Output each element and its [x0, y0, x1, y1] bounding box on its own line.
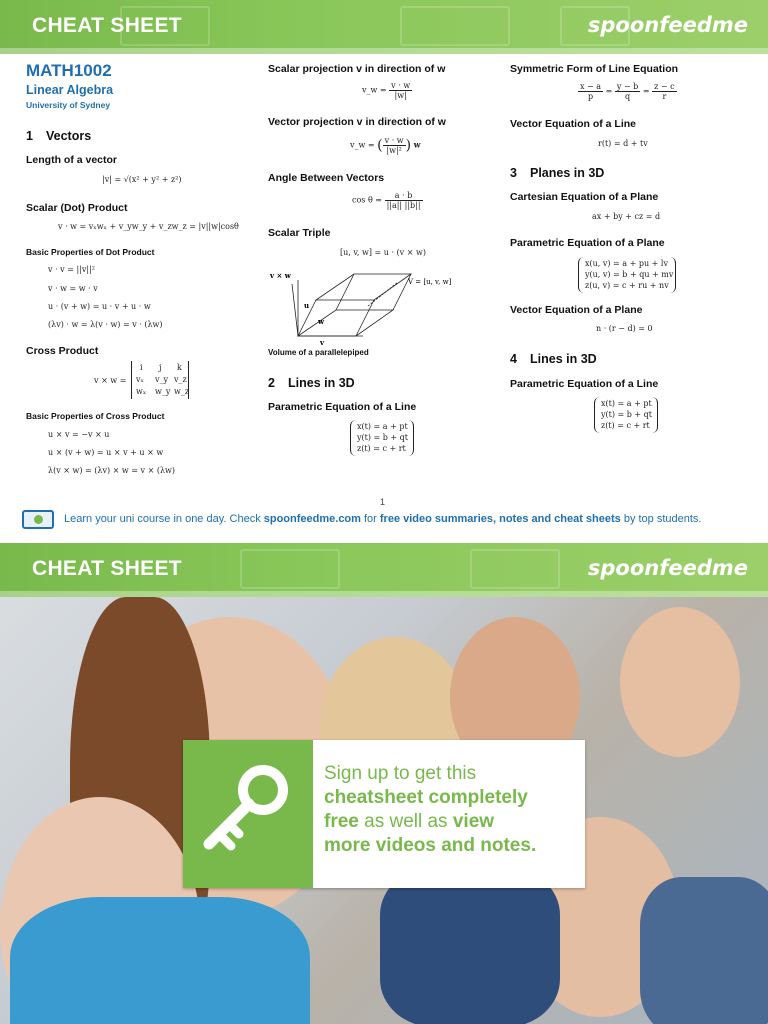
angle-equation: [352, 191, 423, 210]
banner-decoration: [240, 549, 340, 589]
scalar-projection-title: Scalar projection v in direction of w: [268, 63, 446, 75]
key-icon: [183, 740, 313, 888]
system-row: y(t) = b + qt: [601, 410, 653, 419]
cross-properties-title: Basic Properties of Cross Product: [26, 411, 165, 421]
dot-property: v · w = w · v: [48, 284, 98, 293]
matrix-cell: wₓ: [136, 387, 147, 396]
param-line-system: [350, 420, 414, 456]
section-title: Planes in 3D: [530, 166, 605, 180]
scalar-triple-title: Scalar Triple: [268, 227, 331, 239]
fraction: [578, 82, 603, 101]
cta-line: as well as: [358, 811, 453, 832]
footer-text-part: for: [360, 513, 380, 525]
course-name: Linear Algebra: [26, 83, 114, 97]
footer-text-part: Learn your uni course in one day. Check: [64, 513, 264, 525]
fraction: [615, 82, 640, 101]
cta-line: cheatsheet completely: [324, 787, 528, 808]
denominator: |w|: [394, 91, 407, 100]
vector-plane-title: Vector Equation of a Plane: [510, 304, 643, 316]
video-icon: [22, 510, 54, 529]
photo-shirt: [640, 877, 768, 1024]
section-title: Vectors: [46, 129, 92, 143]
dot-property: v · v = ||v||²: [48, 265, 95, 274]
matrix-cell: i: [140, 363, 143, 372]
cta-line: Sign up to get this: [324, 763, 477, 784]
numerator: y − b: [616, 82, 639, 91]
cartesian-plane-equation: ax + by + cz = d: [592, 212, 661, 221]
matrix-cell: v_y: [155, 375, 169, 384]
matrix-cell: w_y: [155, 387, 171, 396]
figure-label: v × w: [270, 271, 291, 280]
footer-highlight: free video summaries, notes and cheat sheets: [379, 513, 621, 525]
university-name: University of Sydney: [26, 100, 111, 110]
eq-lhs: cos θ =: [352, 195, 383, 205]
numerator: z − c: [654, 82, 675, 91]
dot-properties-title: Basic Properties of Dot Product: [26, 247, 155, 257]
denominator: q: [625, 92, 631, 101]
numerator: x − a: [580, 82, 602, 91]
scalar-projection-equation: [362, 81, 412, 100]
system-row: x(t) = a + pt: [601, 399, 652, 408]
brand-logo[interactable]: spoonfeedme: [587, 556, 748, 580]
figure-label: V = [u, v, w]: [408, 278, 452, 286]
photo-hand: [620, 607, 740, 757]
length-equation: |v| = √(x² + y² + z²): [102, 175, 182, 184]
footer-site-link[interactable]: spoonfeedme.com: [263, 513, 361, 525]
system-row: z(t) = c + rt: [601, 421, 650, 430]
symmetric-form-equation: $\frac{x - a}{p}$ = $\frac{y - b}{q}$ = $\frac{z - c}{r}$: [580, 82, 675, 101]
axis-u: [292, 284, 298, 336]
eq-lhs: v_w =: [350, 140, 375, 150]
matrix-cell: k: [177, 363, 182, 372]
numerator: v · w: [384, 136, 404, 145]
figure-caption: Volume of a parallelepiped: [268, 348, 369, 357]
footer-promo: [64, 513, 701, 525]
system-row: y(t) = b + qt: [357, 433, 409, 442]
cartesian-plane-title: Cartesian Equation of a Plane: [510, 191, 659, 203]
section-heading-vectors: [26, 129, 91, 143]
photo-shirt: [10, 897, 310, 1024]
cta-emphasis: free: [324, 811, 359, 832]
param-plane-title: Parametric Equation of a Plane: [510, 237, 665, 249]
angle-between-title: Angle Between Vectors: [268, 172, 385, 184]
fraction: [652, 82, 676, 101]
section-number: 2: [268, 376, 275, 390]
section-number: 4: [510, 352, 517, 366]
brand-logo[interactable]: spoonfeedme: [587, 13, 748, 37]
section-heading-lines-4: [510, 352, 597, 366]
param-line-title: Parametric Equation of a Line: [268, 401, 417, 413]
header-banner-2: [0, 543, 768, 597]
figure-label: v: [320, 338, 325, 346]
section-heading-lines: [268, 376, 355, 390]
page-number: 1: [380, 497, 386, 507]
figure-label: u: [304, 301, 310, 310]
eq-lhs: v_w =: [362, 85, 387, 95]
dot-property: u · (v + w) = u · v + u · w: [48, 302, 151, 311]
section-number: 3: [510, 166, 517, 180]
eq-rhs: w: [413, 139, 421, 150]
denominator: p: [587, 92, 594, 101]
footer-text-part: by top students.: [620, 513, 702, 525]
cross-property: λ(v × w) = (λv) × w = v × (λw): [48, 466, 175, 475]
cross-product-title: Cross Product: [26, 345, 99, 357]
length-title: Length of a vector: [26, 154, 118, 166]
vector-line-equation: r(t) = d + tv: [598, 139, 648, 148]
section-heading-planes: [510, 166, 604, 180]
vector-projection-title: Vector projection v in direction of w: [268, 116, 446, 128]
cta-emphasis: view: [452, 811, 495, 832]
param-plane-system: [578, 257, 676, 293]
header-banner: [0, 0, 768, 54]
cross-property: u × v = −v × u: [48, 430, 110, 439]
banner-title: CHEAT SHEET: [32, 557, 182, 580]
course-code: MATH1002: [26, 61, 112, 80]
system-row: x(t) = a + pt: [357, 422, 408, 431]
symmetric-form-title: Symmetric Form of Line Equation: [510, 63, 679, 75]
cross-product-lhs: v × w =: [94, 376, 127, 385]
parallelepiped-figure: [268, 266, 468, 346]
photo-shirt: [380, 867, 560, 1024]
column-1: [26, 60, 246, 110]
system-row: z(u, v) = c + ru + nv: [585, 281, 669, 290]
denominator: r: [662, 92, 667, 101]
system-row: z(t) = c + rt: [357, 444, 406, 453]
vector-plane-equation: n · (r − d) = 0: [596, 324, 653, 333]
section-number: 1: [26, 129, 33, 143]
scalar-triple-equation: [u, v, w] = u · (v × w): [340, 248, 426, 257]
cta-line: more videos and notes.: [324, 835, 537, 856]
banner-decoration: [400, 6, 510, 46]
cross-product-matrix: [131, 361, 189, 399]
numerator: v · w: [391, 81, 411, 90]
fraction: [389, 81, 412, 100]
banner-title: CHEAT SHEET: [32, 14, 182, 37]
fraction: [383, 136, 406, 155]
top-face: [316, 274, 411, 300]
figure-label: w: [318, 317, 325, 326]
section-title: Lines in 3D: [288, 376, 355, 390]
matrix-cell: w_z: [174, 387, 190, 396]
param-line-title: Parametric Equation of a Line: [510, 378, 659, 390]
signup-callout[interactable]: [183, 740, 585, 888]
vector-projection-equation: v_w = ( $\frac{v \cdot w}{\text{|w|²}}$ ) w: [350, 136, 421, 155]
signup-message: [324, 762, 574, 858]
fraction: [385, 191, 423, 210]
section-title: Lines in 3D: [530, 352, 597, 366]
dot-product-title: Scalar (Dot) Product: [26, 202, 128, 214]
matrix-cell: vₓ: [136, 375, 144, 384]
matrix-cell: j: [159, 363, 162, 372]
param-line-system: [594, 397, 658, 433]
denominator: |w|²: [386, 146, 402, 155]
banner-decoration: [470, 549, 560, 589]
dot-product-equation: v · w = vₓwₓ + v_yw_y + v_zw_z = |v||w|cosθ: [58, 222, 239, 231]
vector-line-title: Vector Equation of a Line: [510, 118, 637, 130]
system-row: y(u, v) = b + qu + mv: [585, 270, 674, 279]
numerator: a · b: [385, 191, 423, 201]
matrix-cell: v_z: [174, 375, 187, 384]
bottom-face: [298, 310, 393, 336]
cross-property: u × (v + w) = u × v + u × w: [48, 448, 164, 457]
dot-property: (λv) · w = λ(v · w) = v · (λw): [48, 320, 163, 329]
denominator: ||a|| ||b||: [386, 201, 421, 210]
system-row: x(u, v) = a + pu + lv: [585, 259, 668, 268]
